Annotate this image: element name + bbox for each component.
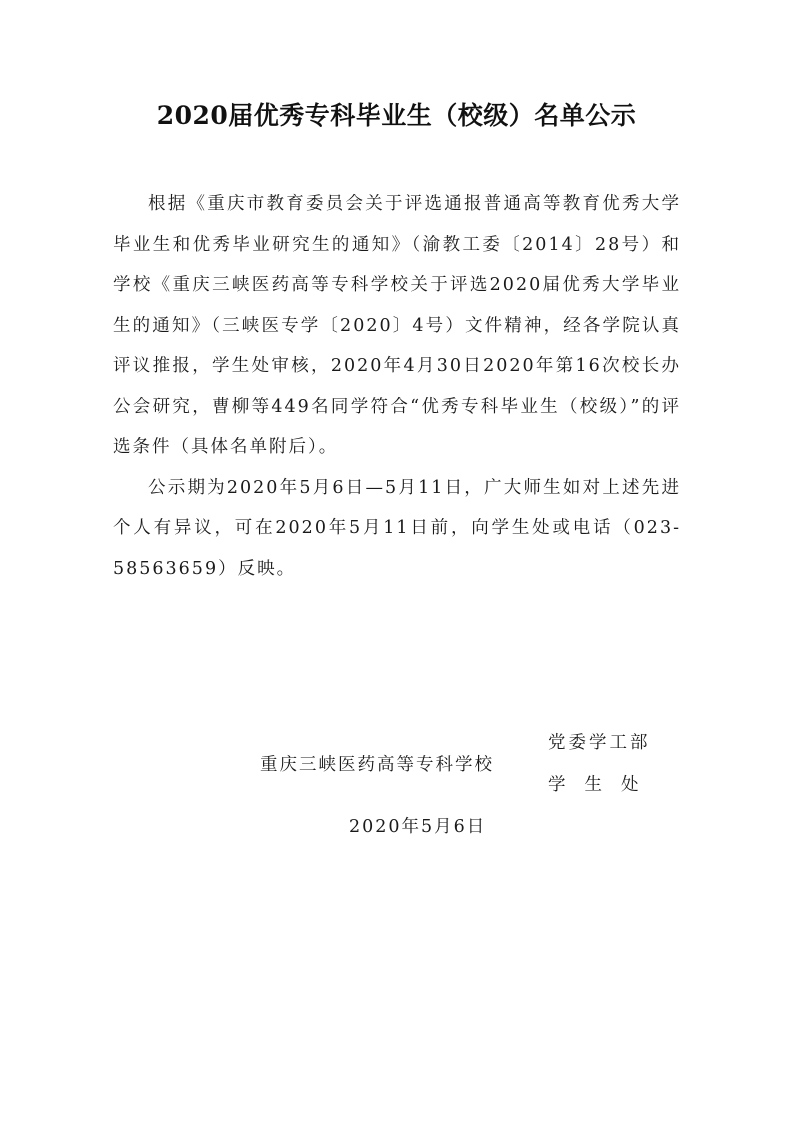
document-body bbox=[113, 184, 681, 589]
signature-date: 2020年5月6日 bbox=[349, 817, 487, 837]
paragraph-selection-basis: 根据《重庆市教育委员会关于评选通报普通高等教育优秀大学毕业生和优秀毕业研究生的通知》（渝教工委〔2014〕28号）和学校《重庆三峡医药高等专科学校关于评选2020届优秀大学毕业生的通知》（三峡医专学〔2020〕4号）文件精神，经各学院认真评议推报，学生处审核，2020年4月30日2020年第16次校长办公会研究，曹柳等449名同学符合“优秀专科毕业生（校级）”的评选条件（具体名单附后）。 bbox=[113, 194, 681, 457]
paragraph-publicity-period: 公示期为2020年5月6日—5月11日，广大师生如对上述先进个人有异议，可在2020年5月11日前，向学生处或电话（023-58563659）反映。 bbox=[113, 477, 681, 579]
signature-department-line2: 学生处 bbox=[548, 775, 658, 795]
signature-school: 重庆三峡医药高等专科学校 bbox=[260, 755, 494, 775]
signature-department-line1: 党委学工部 bbox=[548, 733, 651, 753]
document-title: 2020届优秀专科毕业生（校级）名单公示 bbox=[156, 101, 637, 130]
